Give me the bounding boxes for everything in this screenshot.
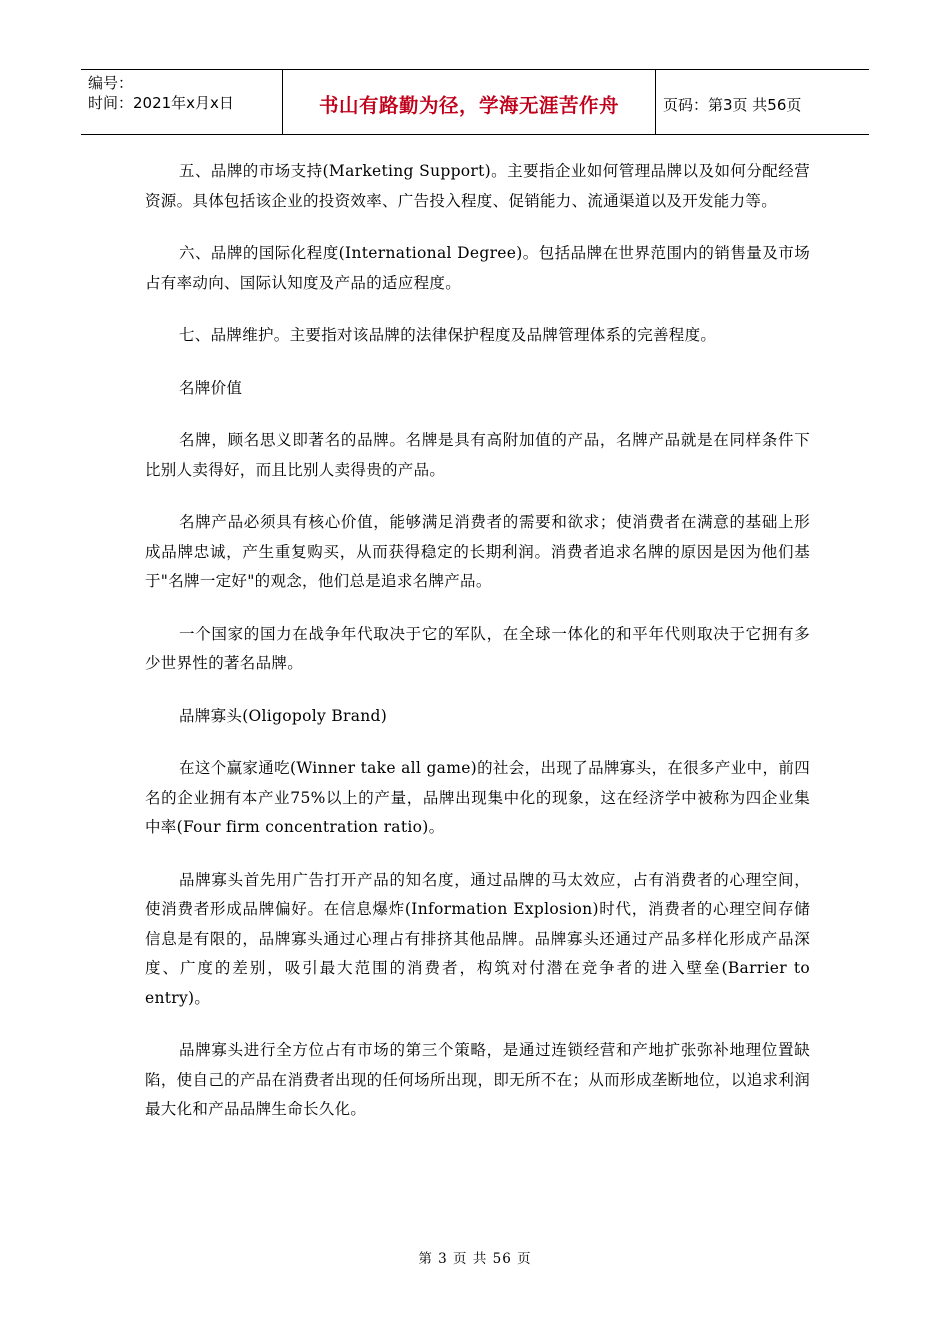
document-header <box>81 69 869 135</box>
page-footer: 第 3 页 共 56 页 <box>418 1251 532 1267</box>
paragraph-national-power: 一个国家的国力在战争年代取决于它的军队，在全球一体化的和平年代则取决于它拥有多少世界性的著名品牌。 <box>145 624 810 672</box>
section-heading-oligopoly-brand: 品牌寡头(Oligopoly Brand) <box>179 706 388 725</box>
paragraph-famous-brand: 名牌，顾名思义即著名的品牌。名牌是具有高附加值的产品，名牌产品就是在同样条件下比别人卖得好，而且比别人卖得贵的产品。 <box>145 431 810 479</box>
document-body <box>145 157 810 1148</box>
paragraph-winner-take-all: 在这个赢家通吃(Winner take all game)的社会，出现了品牌寡头，在很多产业中，前四名的企业拥有本产业75%以上的产量，品牌出现集中化的现象，这在经济学中被称为四企业集中率(Four firm concentration ratio)。 <box>145 759 810 836</box>
paragraph-third-strategy: 品牌寡头进行全方位占有市场的第三个策略，是通过连锁经营和产地扩张弥补地理位置缺陷，使自己的产品在消费者出现的任何场所出现，即无所不在；从而形成垄断地位，以追求利润最大化和产品品牌生命长久化。 <box>145 1041 810 1118</box>
paragraph-core-value: 名牌产品必须具有核心价值，能够满足消费者的需要和欲求；使消费者在满意的基础上形成品牌忠诚，产生重复购买，从而获得稳定的长期利润。消费者追求名牌的原因是因为他们基于"名牌一定好"的观念，他们总是追求名牌产品。 <box>145 513 810 590</box>
document-number-label: 编号： <box>88 74 134 92</box>
section-heading-brand-value: 名牌价值 <box>179 378 243 397</box>
header-page-info: 页码：第3页 共56页 <box>663 95 802 114</box>
header-meta <box>81 70 282 134</box>
document-date: 时间：2021年x月x日 <box>88 94 234 112</box>
paragraph-advertising-strategy: 品牌寡头首先用广告打开产品的知名度，通过品牌的马太效应，占有消费者的心理空间，使消费者形成品牌偏好。在信息爆炸(Information Explosion)时代，消费者的心理空间存储信息是有限的，品牌寡头通过心理占有排挤其他品牌。品牌寡头还通过产品多样化形成产品深度、广度的差别，吸引最大范围的消费者，构筑对付潜在竞争者的进入壁垒(Barrier to entry)。 <box>145 870 810 1007</box>
paragraph-brand-maintenance: 七、品牌维护。主要指对该品牌的法律保护程度及品牌管理体系的完善程度。 <box>179 326 717 344</box>
paragraph-marketing-support: 五、品牌的市场支持(Marketing Support)。主要指企业如何管理品牌以及如何分配经营资源。具体包括该企业的投资效率、广告投入程度、促销能力、流通渠道以及开发能力等。 <box>145 162 810 210</box>
paragraph-international-degree: 六、品牌的国际化程度(International Degree)。包括品牌在世界范围内的销售量及市场占有率动向、国际认知度及产品的适应程度。 <box>145 244 810 292</box>
header-motto: 书山有路勤为径，学海无涯苦作舟 <box>282 70 656 134</box>
